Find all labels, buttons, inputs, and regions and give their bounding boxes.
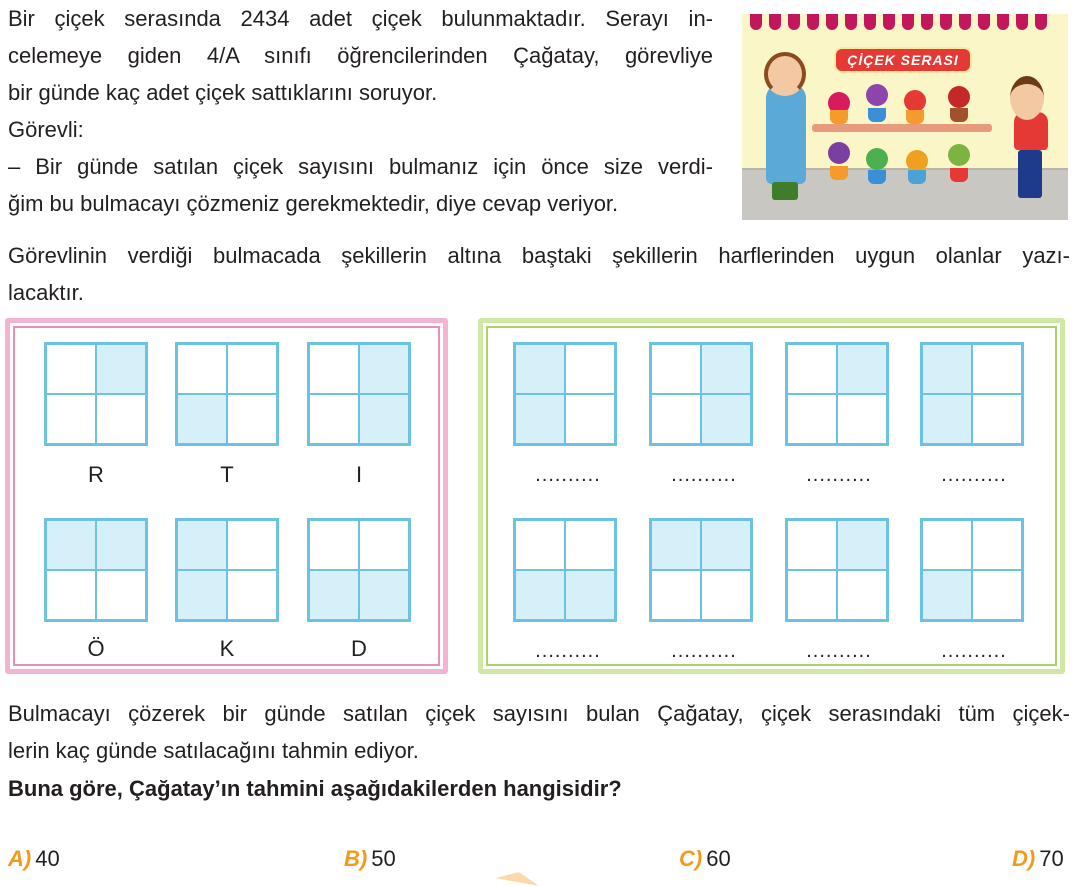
flower-icon bbox=[828, 142, 850, 164]
shaded-cell bbox=[701, 394, 751, 444]
puzzle-grid bbox=[513, 518, 617, 622]
shaded-cell bbox=[565, 570, 615, 620]
answer-blank[interactable]: .......... bbox=[941, 640, 1007, 662]
shaded-cell bbox=[701, 520, 751, 570]
intro-line: bir günde kaç adet çiçek sattıklarını soruyor. bbox=[8, 80, 438, 105]
puzzle-grid bbox=[513, 342, 617, 446]
empty-cell bbox=[46, 344, 96, 394]
empty-cell bbox=[972, 394, 1022, 444]
key-letter: I bbox=[355, 462, 363, 487]
empty-cell bbox=[309, 344, 359, 394]
empty-cell bbox=[96, 394, 146, 444]
choice-value: 70 bbox=[1039, 846, 1064, 871]
empty-cell bbox=[227, 344, 277, 394]
empty-cell bbox=[651, 394, 701, 444]
empty-cell bbox=[701, 570, 751, 620]
empty-cell bbox=[227, 394, 277, 444]
empty-cell bbox=[837, 394, 887, 444]
empty-cell bbox=[46, 570, 96, 620]
shaded-cell bbox=[96, 344, 146, 394]
empty-cell bbox=[787, 394, 837, 444]
flower-icon bbox=[948, 144, 970, 166]
empty-cell bbox=[96, 570, 146, 620]
answer-blank[interactable]: .......... bbox=[806, 640, 872, 662]
shaded-cell bbox=[651, 520, 701, 570]
flower-pot bbox=[906, 110, 924, 124]
question-text: Buna göre, Çağatay’ın tahmini aşağıdakilerden hangisidir? bbox=[8, 776, 622, 801]
shaded-cell bbox=[359, 344, 409, 394]
followup-line: lerin kaç günde satılacağını tahmin ediyor. bbox=[8, 738, 419, 763]
shaded-cell bbox=[922, 344, 972, 394]
shaded-cell bbox=[837, 344, 887, 394]
intro-line: celemeye giden 4/A sınıfı öğrencilerinden Çağatay, görevliye bbox=[8, 43, 713, 68]
answer-blank[interactable]: .......... bbox=[671, 640, 737, 662]
answer-blank[interactable]: .......... bbox=[535, 464, 601, 486]
choice-label: D) bbox=[1012, 846, 1036, 871]
empty-cell bbox=[651, 344, 701, 394]
intro-line: Bir çiçek serasında 2434 adet çiçek bulunmaktadır. Serayı in- bbox=[8, 6, 713, 31]
flower-pot bbox=[868, 170, 886, 184]
girl-head bbox=[764, 52, 806, 96]
empty-cell bbox=[565, 394, 615, 444]
shaded-cell bbox=[837, 520, 887, 570]
shaded-cell bbox=[177, 570, 227, 620]
shaded-cell bbox=[359, 394, 409, 444]
answer-blank[interactable]: .......... bbox=[941, 464, 1007, 486]
shaded-cell bbox=[359, 570, 409, 620]
shop-sign: ÇİÇEK SERASI bbox=[834, 47, 972, 73]
empty-cell bbox=[359, 520, 409, 570]
empty-cell bbox=[972, 520, 1022, 570]
empty-cell bbox=[46, 394, 96, 444]
choice-label: A) bbox=[8, 846, 32, 871]
flower-icon bbox=[906, 150, 928, 172]
key-grid-o bbox=[44, 518, 148, 622]
key-letter: K bbox=[219, 636, 235, 661]
flower-pot bbox=[908, 170, 926, 184]
empty-cell bbox=[651, 570, 701, 620]
intro-paragraph bbox=[8, 0, 713, 222]
empty-cell bbox=[837, 570, 887, 620]
puzzle-grid bbox=[649, 342, 753, 446]
choice-c[interactable] bbox=[679, 846, 731, 872]
flower-shop-illustration bbox=[742, 14, 1068, 220]
shaded-cell bbox=[515, 394, 565, 444]
shelf bbox=[812, 124, 992, 132]
intro-line: Görevli: bbox=[8, 117, 84, 142]
key-grid-k bbox=[175, 518, 279, 622]
flower-icon bbox=[866, 148, 888, 170]
key-grid-r bbox=[44, 342, 148, 446]
puzzle-grid bbox=[649, 518, 753, 622]
flower-icon bbox=[904, 90, 926, 112]
flower-pot bbox=[830, 166, 848, 180]
choice-b[interactable] bbox=[344, 846, 396, 872]
intro-line: – Bir günde satılan çiçek sayısını bulmanız için önce size verdi- bbox=[8, 154, 713, 179]
flower-pot bbox=[950, 108, 968, 122]
followup-paragraph bbox=[8, 695, 1070, 769]
empty-cell bbox=[972, 344, 1022, 394]
shaded-cell bbox=[922, 570, 972, 620]
empty-cell bbox=[787, 344, 837, 394]
empty-cell bbox=[787, 570, 837, 620]
instruction-line: Görevlinin verdiği bulmacada şekillerin altına baştaki şekillerin harflerinden uygun olanlar yazı- bbox=[8, 243, 1070, 268]
instruction-line: lacaktır. bbox=[8, 280, 84, 305]
instruction-paragraph bbox=[8, 237, 1070, 311]
shaded-cell bbox=[177, 394, 227, 444]
shaded-cell bbox=[515, 344, 565, 394]
key-letter: T bbox=[220, 462, 234, 487]
empty-cell bbox=[565, 520, 615, 570]
shaded-cell bbox=[46, 520, 96, 570]
followup-line: Bulmacayı çözerek bir günde satılan çiçek sayısını bulan Çağatay, çiçek serasındaki tüm çiçek- bbox=[8, 701, 1070, 726]
choice-value: 50 bbox=[371, 846, 396, 871]
choice-label: C) bbox=[679, 846, 703, 871]
empty-cell bbox=[227, 570, 277, 620]
key-letter: Ö bbox=[87, 636, 105, 661]
flower-pot bbox=[868, 108, 886, 122]
key-grid-d bbox=[307, 518, 411, 622]
shaded-cell bbox=[701, 344, 751, 394]
empty-cell bbox=[787, 520, 837, 570]
awning bbox=[750, 14, 1066, 30]
flower-icon bbox=[948, 86, 970, 108]
boy-legs bbox=[1018, 150, 1042, 198]
empty-cell bbox=[922, 520, 972, 570]
answer-blank[interactable]: .......... bbox=[671, 464, 737, 486]
shaded-cell bbox=[515, 570, 565, 620]
empty-cell bbox=[515, 520, 565, 570]
puzzle-grid bbox=[920, 342, 1024, 446]
empty-cell bbox=[309, 520, 359, 570]
answer-blank[interactable]: .......... bbox=[806, 464, 872, 486]
girl-boots bbox=[772, 182, 798, 200]
choice-a[interactable] bbox=[8, 846, 60, 872]
puzzle-grid bbox=[785, 518, 889, 622]
shaded-cell bbox=[96, 520, 146, 570]
choice-d[interactable] bbox=[1012, 846, 1064, 872]
choice-value: 60 bbox=[706, 846, 731, 871]
key-letter: D bbox=[351, 636, 367, 661]
flower-icon bbox=[866, 84, 888, 106]
empty-cell bbox=[565, 344, 615, 394]
page-corner-mark bbox=[495, 868, 540, 885]
shaded-cell bbox=[309, 570, 359, 620]
choice-value: 40 bbox=[35, 846, 60, 871]
choice-label: B) bbox=[344, 846, 368, 871]
empty-cell bbox=[309, 394, 359, 444]
intro-line: ğim bu bulmacayı çözmeniz gerekmektedir, diye cevap veriyor. bbox=[8, 191, 619, 216]
puzzle-grid bbox=[785, 342, 889, 446]
girl-figure bbox=[766, 84, 806, 184]
key-letter: R bbox=[88, 462, 104, 487]
boy-head bbox=[1010, 76, 1044, 120]
shaded-cell bbox=[177, 520, 227, 570]
empty-cell bbox=[972, 570, 1022, 620]
empty-cell bbox=[177, 344, 227, 394]
shaded-cell bbox=[922, 394, 972, 444]
answer-blank[interactable]: .......... bbox=[535, 640, 601, 662]
flower-pot bbox=[830, 110, 848, 124]
flower-pot bbox=[950, 168, 968, 182]
empty-cell bbox=[227, 520, 277, 570]
key-grid-t bbox=[175, 342, 279, 446]
puzzle-grid bbox=[920, 518, 1024, 622]
key-grid-i bbox=[307, 342, 411, 446]
